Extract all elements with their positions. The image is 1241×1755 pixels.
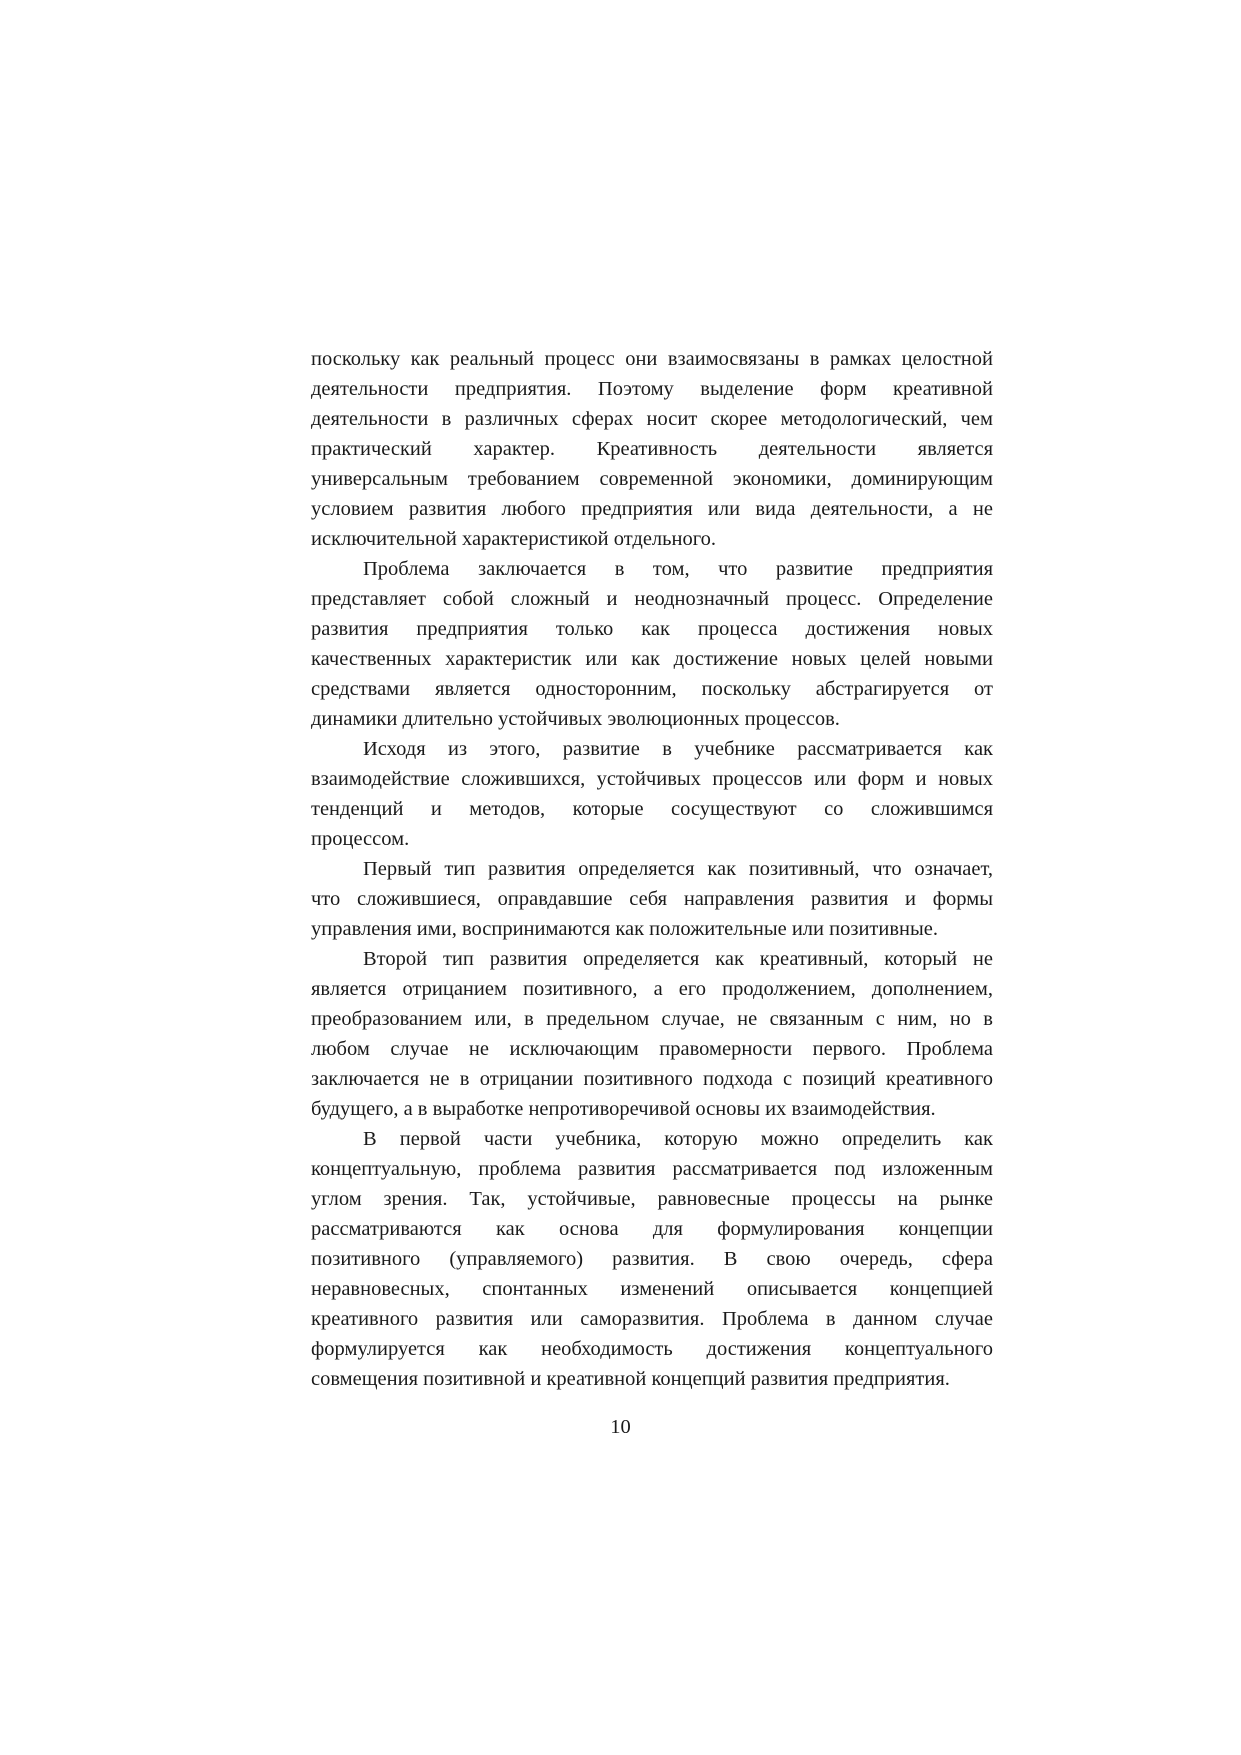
text-line: средствами является односторонним, поскольку абстрагируется от: [311, 678, 993, 700]
paragraph: [311, 734, 993, 854]
text-line: Проблема заключается в том, что развитие предприятия: [363, 558, 993, 580]
text-line: деятельности предприятия. Поэтому выделение форм креативной: [311, 378, 993, 400]
text-line: позитивного (управляемого) развития. В свою очередь, сфера: [311, 1248, 993, 1270]
text-line: формулируется как необходимость достижения концептуального: [311, 1338, 993, 1360]
text-line: Второй тип развития определяется как креативный, который не: [363, 948, 993, 970]
text-line: развития предприятия только как процесса достижения новых: [311, 618, 993, 640]
text-line: поскольку как реальный процесс они взаимосвязаны в рамках целостной: [311, 348, 993, 370]
paragraph: [311, 944, 993, 1124]
text-line: что сложившиеся, оправдавшие себя направления развития и формы: [311, 888, 993, 910]
text-line: процессом.: [311, 828, 410, 850]
text-line: любом случае не исключающим правомерности первого. Проблема: [311, 1038, 993, 1060]
text-line: взаимодействие сложившихся, устойчивых процессов или форм и новых: [311, 768, 993, 790]
text-line: представляет собой сложный и неоднозначный процесс. Определение: [311, 588, 993, 610]
text-line: углом зрения. Так, устойчивые, равновесные процессы на рынке: [311, 1188, 993, 1210]
text-line: условием развития любого предприятия или вида деятельности, а не: [311, 498, 993, 520]
page-number: 10: [610, 1416, 631, 1438]
text-line: совмещения позитивной и креативной концепций развития предприятия.: [311, 1368, 950, 1390]
text-line: тенденций и методов, которые сосуществуют со сложившимся: [311, 798, 993, 820]
paragraph: [311, 554, 993, 734]
paragraph: [311, 344, 993, 554]
text-line: рассматриваются как основа для формулирования концепции: [311, 1218, 993, 1240]
paragraph: [311, 1124, 993, 1394]
text-line: В первой части учебника, которую можно определить как: [363, 1128, 993, 1150]
body-text: [311, 344, 993, 1394]
text-line: управления ими, воспринимаются как положительные или позитивные.: [311, 918, 938, 940]
text-line: исключительной характеристикой отдельного.: [311, 528, 716, 550]
text-line: деятельности в различных сферах носит скорее методологический, чем: [311, 408, 993, 430]
text-line: креативного развития или саморазвития. Проблема в данном случае: [311, 1308, 993, 1330]
text-line: концептуальную, проблема развития рассматривается под изложенным: [311, 1158, 993, 1180]
text-line: заключается не в отрицании позитивного подхода с позиций креативного: [311, 1068, 993, 1090]
text-line: динамики длительно устойчивых эволюционных процессов.: [311, 708, 840, 730]
text-line: преобразованием или, в предельном случае, не связанным с ним, но в: [311, 1008, 993, 1030]
text-line: универсальным требованием современной экономики, доминирующим: [311, 468, 993, 490]
text-line: качественных характеристик или как достижение новых целей новыми: [311, 648, 993, 670]
text-line: Исходя из этого, развитие в учебнике рассматривается как: [363, 738, 993, 760]
text-line: практический характер. Креативность деятельности является: [311, 438, 993, 460]
text-line: Первый тип развития определяется как позитивный, что означает,: [363, 858, 993, 880]
text-line: будущего, а в выработке непротиворечивой основы их взаимодействия.: [311, 1098, 936, 1120]
paragraph: [311, 854, 993, 944]
text-line: неравновесных, спонтанных изменений описывается концепцией: [311, 1278, 993, 1300]
text-line: является отрицанием позитивного, а его продолжением, дополнением,: [311, 978, 993, 1000]
